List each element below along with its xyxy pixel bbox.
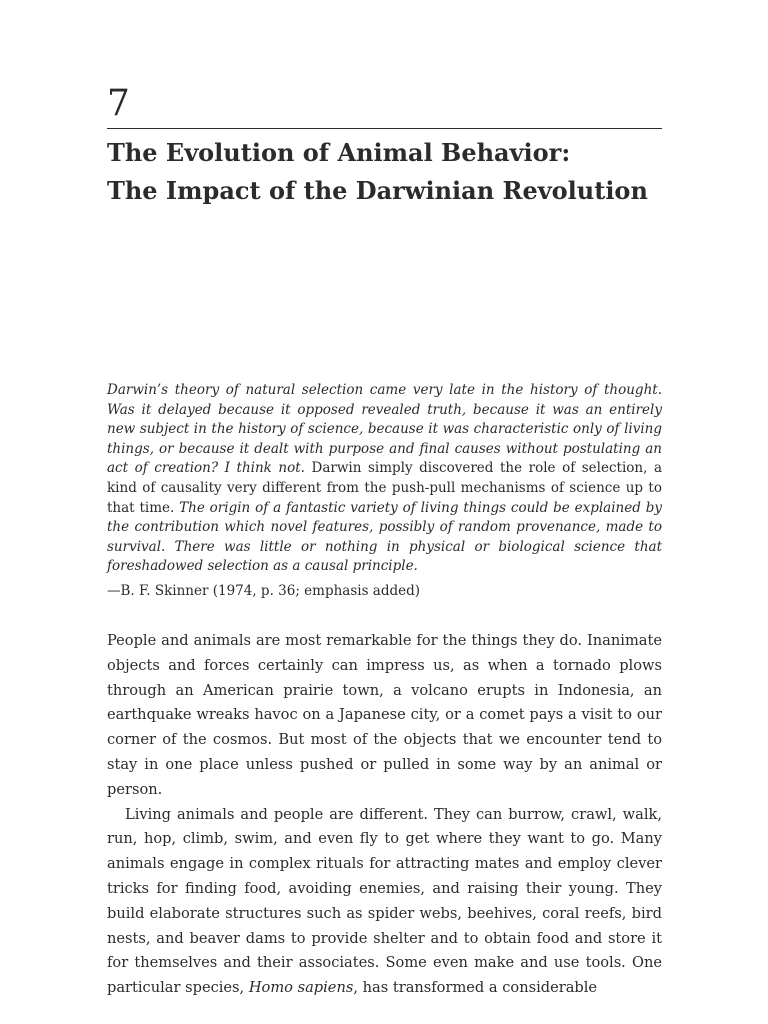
epigraph-roman: Darwin simply discovered the role of selection, a kind of causality very different from the push-pull mechanisms of science up to that time. (107, 460, 662, 516)
chapter-title-line-2: The Impact of the Darwinian Revolution (107, 176, 648, 205)
body-text (107, 629, 662, 1001)
chapter-number: 7 (107, 83, 130, 124)
chapter-divider (107, 128, 662, 129)
epigraph-attribution: —B. F. Skinner (1974, p. 36; emphasis added) (107, 583, 421, 599)
epigraph-italic-1: Darwin’s theory of natural selection came very late in the history of thought. Was it delayed because it opposed revealed truth, because it was an entirely new subject in the history of science, because it was characteristic only of living things, or because it dealt with purpose and final causes without postulating an act of creation? I think not. (107, 382, 662, 477)
paragraph-2-text: Living animals and people are different. They can burrow, crawl, walk, run, hop, climb, swim, and even fly to get where they want to go. Many animals engage in complex rituals for attracting mates and employ clever tricks for finding food, avoiding enemies, and raising their young. They build elaborate structures such as spider webs, beehives, coral reefs, bird nests, and beaver dams to provide shelter and to obtain food and store it for themselves and their associates. Some even make and use tools. One particular species, (107, 805, 662, 997)
epigraph (107, 381, 662, 577)
species-name: Homo sapiens (248, 979, 354, 997)
paragraph-2-end: , has transformed a considerable (353, 979, 598, 997)
epigraph-quote (107, 381, 662, 577)
chapter-title-line-1: The Evolution of Animal Behavior: (107, 138, 571, 167)
paragraph-2 (107, 803, 662, 1001)
book-page (107, 0, 662, 1024)
chapter-title (107, 134, 662, 210)
paragraph-1: People and animals are most remarkable for the things they do. Inanimate objects and forces certainly can impress us, as when a tornado plows through an American prairie town, a volcano erupts in Indonesia, an earthquake wreaks havoc on a Japanese city, or a comet pays a visit to our corner of the cosmos. But most of the objects that we encounter tend to stay in one place unless pushed or pulled in some way by an animal or person. (107, 632, 662, 798)
epigraph-italic-2: The origin of a fantastic variety of living things could be explained by the contribution which novel features, possibly of random provenance, made to survival. There was little or nothing in physical or biological science that foreshadowed selection as a causal principle. (107, 499, 662, 575)
